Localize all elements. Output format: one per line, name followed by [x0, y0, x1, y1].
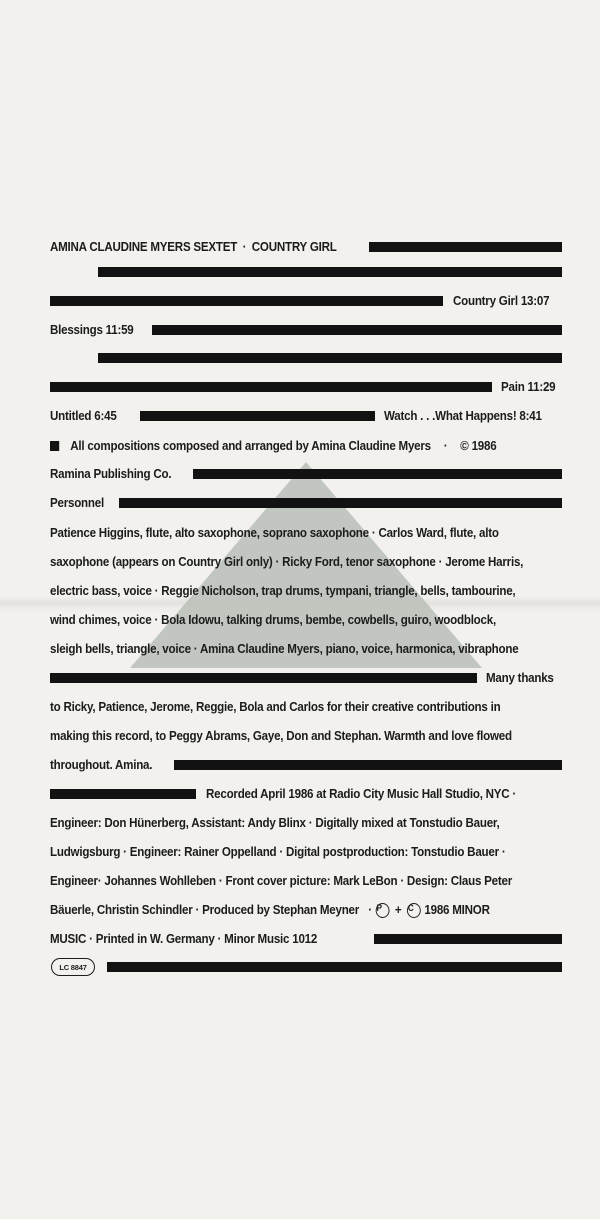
production-line: Engineer· Johannes Wohlleben · Front cover picture: Mark LeBon · Design: Claus Peter — [50, 874, 513, 888]
compositions-line: All compositions composed and arranged by Amina Claudine Myers · © 1986 — [50, 435, 562, 457]
redaction-bar — [50, 296, 443, 306]
artist-name: AMINA CLAUDINE MYERS SEXTET — [50, 240, 238, 254]
redaction-bar — [374, 934, 562, 944]
plus-symbol: + — [394, 903, 402, 917]
personnel-line: saxophone (appears on Country Girl only) · Ricky Ford, tenor saxophone · Jerome Harris, — [50, 555, 524, 569]
production-line: Recorded April 1986 at Radio City Music Hall Studio, NYC · — [206, 787, 517, 801]
thanks-line: to Ricky, Patience, Jerome, Reggie, Bola and Carlos for their creative contributions in — [50, 700, 501, 714]
redaction-bar — [152, 325, 562, 335]
track-line — [453, 290, 573, 312]
redaction-bar — [98, 353, 562, 363]
phonogram-symbol-icon: P — [376, 903, 390, 918]
copyright-symbol-icon: C — [407, 903, 421, 918]
thanks-line: throughout. Amina. — [50, 758, 153, 772]
track-country-girl: Country Girl 13:07 — [453, 294, 550, 308]
redaction-bar — [140, 411, 375, 421]
personnel-line: sleigh bells, triangle, voice · Amina Claudine Myers, piano, voice, harmonica, vibraphone — [50, 642, 519, 656]
track-line — [501, 376, 575, 398]
track-watch: Watch . . .What Happens! 8:41 — [384, 409, 542, 423]
publisher: Ramina Publishing Co. — [50, 467, 172, 481]
album-title: COUNTRY GIRL — [251, 240, 337, 254]
redaction-bar — [50, 382, 492, 392]
thanks-line: making this record, to Peggy Abrams, Gaye, Don and Stephan. Warmth and love flowed — [50, 729, 512, 743]
personnel-heading: Personnel — [50, 496, 104, 510]
label-code-badge: LC 8847 — [51, 958, 95, 976]
track-untitled: Untitled 6:45 — [50, 409, 117, 423]
redaction-bar — [119, 498, 562, 508]
redaction-bar — [98, 267, 562, 277]
redaction-bar — [193, 469, 562, 479]
redaction-bar — [50, 789, 196, 799]
redaction-bar — [369, 242, 562, 252]
production-line: Bäuerle, Christin Schindler · Produced by Stephan Meyner · P + C 1986 MINOR — [50, 902, 490, 917]
production-line: Ludwigsburg · Engineer: Rainer Oppelland · Digital postproduction: Tonstudio Bauer · — [50, 845, 506, 859]
track-blessings: Blessings 11:59 — [50, 323, 134, 337]
thanks-line: Many thanks — [486, 671, 554, 685]
redaction-bar — [174, 760, 562, 770]
compositions-credit: All compositions composed and arranged by Amina Claudine Myers — [70, 439, 431, 453]
title-line: AMINA CLAUDINE MYERS SEXTET · COUNTRY GIRL — [50, 240, 337, 254]
personnel-line: Patience Higgins, flute, alto saxophone, soprano saxophone · Carlos Ward, flute, alto — [50, 526, 499, 540]
production-line: Engineer: Don Hünerberg, Assistant: Andy Blinx · Digitally mixed at Tonstudio Bauer, — [50, 816, 500, 830]
square-bullet — [50, 441, 59, 451]
redaction-bar — [50, 673, 477, 683]
track-pain: Pain 11:29 — [501, 380, 556, 394]
copyright-year: © 1986 — [460, 439, 497, 453]
redaction-bar — [107, 962, 562, 972]
personnel-line: electric bass, voice · Reggie Nicholson, trap drums, tympani, triangle, bells, tambourine, — [50, 584, 516, 598]
track-line — [384, 405, 568, 427]
production-line: MUSIC · Printed in W. Germany · Minor Music 1012 — [50, 932, 318, 946]
personnel-line: wind chimes, voice · Bola Idowu, talking drums, bembe, cowbells, guiro, woodblock, — [50, 613, 496, 627]
